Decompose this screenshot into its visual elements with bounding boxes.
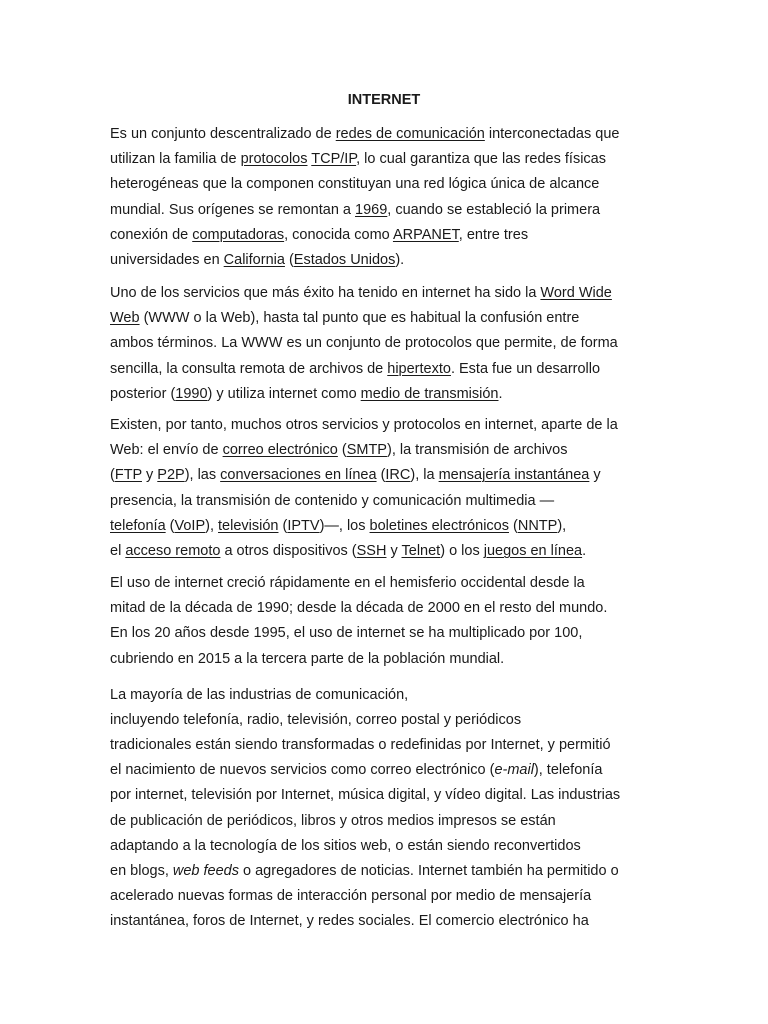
text-line — [110, 649, 660, 669]
text-line — [110, 710, 660, 730]
text-line — [110, 359, 660, 379]
text-segment: incluyendo telefonía, radio, televisión, correo postal y periódicos — [110, 712, 522, 729]
text-segment: ( — [337, 442, 347, 459]
text-segment: Uno de los servicios que más éxito ha tenido en internet ha sido la — [110, 285, 541, 301]
document-title: INTERNET — [347, 92, 421, 108]
hyperlink[interactable]: juegos en línea — [483, 543, 583, 559]
text-segment: ), la transmisión de archivos — [386, 442, 568, 459]
text-segment: mitad de la década de 1990; desde la década de 2000 en el resto del mundo. — [110, 600, 608, 617]
text-line — [110, 516, 660, 536]
text-segment: utilizan la familia de — [110, 151, 241, 168]
text-line — [110, 149, 660, 169]
text-segment: y — [386, 543, 402, 559]
hyperlink[interactable]: 1990 — [175, 385, 208, 402]
hyperlink[interactable]: boletines electrónicos — [369, 517, 509, 534]
text-segment: ), — [205, 517, 219, 534]
text-line — [110, 124, 660, 144]
text-segment: instantánea, foros de Internet, y redes sociales. El comercio electrónico ha — [110, 912, 589, 929]
hyperlink[interactable]: Telnet — [401, 543, 441, 559]
text-segment: y — [589, 467, 601, 484]
text-segment: Existen, por tanto, muchos otros servicios y protocolos en internet, aparte de la — [110, 417, 618, 433]
text-line — [110, 384, 660, 404]
text-segment: Es un conjunto descentralizado de — [110, 126, 336, 142]
text-segment: , lo cual garantiza que las redes físicas — [356, 151, 606, 168]
text-segment: de publicación de periódicos, libros y otros medios impresos se están — [110, 812, 556, 829]
hyperlink[interactable]: conversaciones en línea — [220, 467, 377, 484]
text-segment: El uso de internet creció rápidamente en el hemisferio occidental desde la — [110, 575, 585, 591]
hyperlink[interactable]: redes de comunicación — [335, 126, 485, 142]
hyperlink[interactable]: California — [223, 252, 285, 268]
italic-term: web feeds — [172, 862, 239, 879]
text-segment: acelerado nuevas formas de interacción personal por medio de mensajería — [110, 887, 592, 904]
text-line — [110, 785, 660, 805]
hyperlink[interactable]: ARPANET — [392, 226, 459, 243]
hyperlink[interactable]: SSH — [356, 543, 387, 559]
text-line — [110, 333, 660, 353]
hyperlink[interactable]: correo electrónico — [222, 442, 338, 459]
hyperlink[interactable]: NNTP — [517, 517, 558, 534]
text-segment: interconectadas que — [484, 126, 620, 142]
text-line — [110, 685, 660, 705]
hyperlink[interactable]: P2P — [157, 467, 185, 484]
hyperlink[interactable]: FTP — [114, 467, 142, 484]
text-segment: ( — [165, 517, 175, 534]
text-segment: ( — [284, 252, 294, 268]
text-line — [110, 598, 660, 618]
hyperlink[interactable]: computadoras — [192, 226, 285, 243]
text-line — [110, 308, 660, 328]
hyperlink[interactable]: TCP/IP — [311, 151, 357, 168]
text-segment: . — [582, 543, 587, 559]
text-line — [110, 491, 660, 511]
text-segment: presencia, la transmisión de contenido y comunicación multimedia — — [110, 492, 555, 509]
text-segment: ambos términos. La WWW es un conjunto de protocolos que permite, de forma — [110, 335, 618, 352]
text-line — [110, 415, 660, 435]
text-segment: adaptando a la tecnología de los sitios web, o están siendo reconvertidos — [110, 837, 581, 854]
text-segment: ( — [278, 517, 288, 534]
text-segment: ) o los — [440, 543, 484, 559]
text-segment: el — [110, 543, 126, 559]
text-line — [110, 735, 660, 755]
text-line — [110, 886, 660, 906]
hyperlink[interactable]: SMTP — [346, 442, 387, 459]
text-segment: ), — [557, 517, 567, 534]
text-segment: por internet, televisión por Internet, música digital, y vídeo digital. Las industrias — [110, 787, 621, 804]
text-segment: ), telefonía — [533, 762, 603, 779]
text-segment: el nacimiento de nuevos servicios como correo electrónico ( — [110, 762, 495, 779]
text-segment: heterogéneas que la componen constituyan una red lógica única de alcance — [110, 176, 600, 193]
text-segment: a otros dispositivos ( — [220, 543, 357, 559]
text-segment: , entre tres — [458, 226, 529, 243]
text-line — [110, 541, 660, 561]
text-segment: sencilla, la consulta remota de archivos de — [110, 360, 388, 377]
text-segment: ( — [376, 467, 386, 484]
text-segment: en blogs, — [110, 862, 173, 879]
text-segment: o agregadores de noticias. Internet también ha permitido o — [239, 862, 619, 879]
text-segment: posterior ( — [110, 385, 176, 402]
text-segment: ), la — [410, 467, 439, 484]
hyperlink[interactable]: 1969 — [355, 201, 388, 218]
text-segment: tradicionales están siendo transformadas o redefinidas por Internet, y permitió — [110, 737, 611, 754]
text-segment: , conocida como — [284, 226, 393, 243]
text-line — [110, 200, 660, 220]
text-line — [110, 911, 660, 931]
text-segment: ( — [110, 467, 115, 484]
hyperlink[interactable]: Web — [110, 310, 140, 327]
hyperlink[interactable]: mensajería instantánea — [438, 467, 590, 484]
hyperlink[interactable]: acceso remoto — [125, 543, 221, 559]
hyperlink[interactable]: telefonía — [110, 517, 166, 534]
text-segment: ) y utiliza internet como — [207, 385, 361, 402]
text-line — [110, 283, 660, 303]
italic-term: e-mail — [494, 762, 534, 779]
text-segment: La mayoría de las industrias de comunicación, — [110, 687, 409, 703]
text-line — [110, 623, 660, 643]
text-segment: cubriendo en 2015 a la tercera parte de la población mundial. — [110, 650, 505, 667]
text-segment: ( — [508, 517, 518, 534]
text-segment: y — [141, 467, 158, 484]
hyperlink[interactable]: VoIP — [174, 517, 206, 534]
text-segment: conexión de — [110, 226, 193, 243]
text-segment: mundial. Sus orígenes se remontan a — [110, 201, 356, 218]
text-segment: , cuando se estableció la primera — [387, 201, 601, 218]
text-line — [110, 811, 660, 831]
text-line — [110, 760, 660, 780]
text-line — [110, 836, 660, 856]
text-line — [110, 250, 660, 270]
text-segment: ). — [395, 252, 405, 268]
text-segment: . — [498, 385, 503, 402]
text-segment: ), las — [184, 467, 221, 484]
text-line — [110, 174, 660, 194]
text-line — [110, 225, 660, 245]
text-line — [110, 573, 660, 593]
text-line — [110, 465, 660, 485]
hyperlink[interactable]: medio de transmisión — [360, 385, 499, 402]
hyperlink[interactable]: IPTV — [287, 517, 320, 534]
hyperlink[interactable]: Estados Unidos — [293, 252, 396, 268]
text-line — [110, 861, 660, 881]
text-segment: )—, los — [319, 517, 370, 534]
hyperlink[interactable]: Word Wide — [540, 285, 612, 301]
text-segment: . Esta fue un desarrollo — [450, 360, 601, 377]
hyperlink[interactable]: IRC — [385, 467, 411, 484]
hyperlink[interactable]: hipertexto — [387, 360, 451, 377]
text-segment: Web: el envío de — [110, 442, 223, 459]
hyperlink[interactable]: televisión — [218, 517, 279, 534]
text-line — [110, 440, 660, 460]
text-segment: (WWW o la Web), hasta tal punto que es habitual la confusión entre — [139, 310, 580, 327]
hyperlink[interactable]: protocolos — [240, 151, 308, 168]
text-segment: En los 20 años desde 1995, el uso de internet se ha multiplicado por 100, — [110, 625, 583, 642]
text-segment: universidades en — [110, 252, 224, 268]
